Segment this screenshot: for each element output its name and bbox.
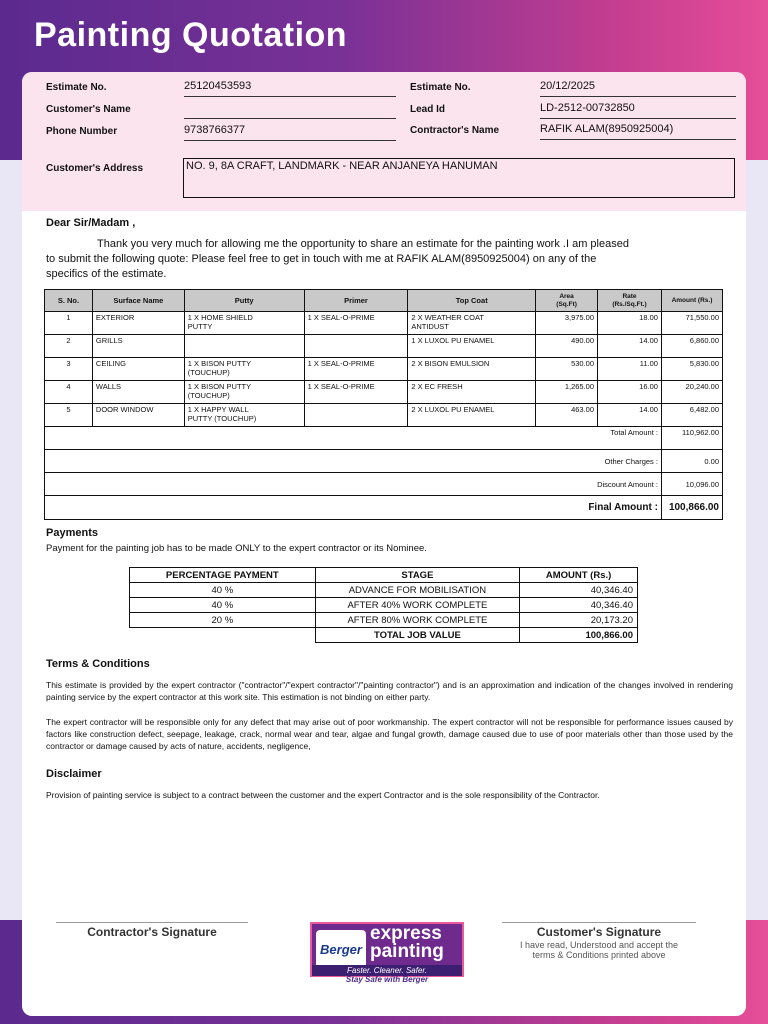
- contractor-value: RAFIK ALAM(8950925004): [540, 122, 736, 140]
- final-amount-row: [45, 496, 723, 520]
- row-area: 463.00: [536, 404, 598, 427]
- quotation-card: [22, 72, 746, 1016]
- customer-info-header: [22, 72, 746, 211]
- logo-tagline: Faster. Cleaner. Safer.: [312, 965, 462, 976]
- row-surface: WALLS: [92, 381, 184, 404]
- col-pay-amount: AMOUNT (Rs.): [520, 568, 638, 583]
- discount-label: Discount Amount :: [45, 473, 662, 496]
- row-amount: 5,830.00: [661, 358, 722, 381]
- row-amount: 20,240.00: [661, 381, 722, 404]
- row-putty: [184, 312, 304, 335]
- disclaimer-heading: Disclaimer: [46, 768, 102, 780]
- row-topcoat: [408, 404, 536, 427]
- row-putty: [184, 404, 304, 427]
- row-sno: 4: [45, 381, 93, 404]
- payment-pct: 40 %: [130, 583, 316, 598]
- payment-row: [130, 583, 638, 598]
- row-amount: 6,860.00: [661, 335, 722, 358]
- berger-logo-text: Berger: [316, 930, 366, 970]
- payment-pct: 40 %: [130, 598, 316, 613]
- col-percentage: PERCENTAGE PAYMENT: [130, 568, 316, 583]
- row-rate: 16.00: [598, 381, 662, 404]
- putty-line1: 1 X HOME SHIELD: [187, 313, 253, 322]
- payment-row: [130, 598, 638, 613]
- logo-slogan: Stay Safe with Berger: [345, 975, 429, 984]
- row-surface: EXTERIOR: [92, 312, 184, 335]
- col-area-l2: (Sq.Ft): [556, 300, 577, 308]
- table-row: [45, 381, 723, 404]
- row-primer: [304, 335, 408, 358]
- address-label: Customer's Address: [46, 163, 144, 174]
- terms-paragraph-2: The expert contractor will be responsible only for any defect that may arise out of poor workmanship. The expert contractor will not be responsible for performance issues caused by factors like construction defect, seepage, leakage, crack, normal wear and tear, algae and fungal growth, damage caused due to use of poor materials other than those used by the contractor or damage caused by acts of nature, accidents, negligence,: [46, 717, 733, 751]
- disclaimer-text: Provision of painting service is subject to a contract between the customer and the expert Contractor and is the sole responsibility of the Contractor.: [46, 790, 600, 800]
- table-row: [45, 358, 723, 381]
- berger-express-painting-logo: [310, 922, 464, 977]
- col-sno: S. No.: [45, 290, 93, 312]
- final-amount-value: 100,866.00: [661, 496, 722, 520]
- topcoat-line1: 2 X WEATHER COAT: [411, 313, 484, 322]
- topcoat-line2: ANTIDUST: [411, 322, 449, 331]
- payments-table: [129, 567, 638, 643]
- payments-heading: Payments: [46, 527, 98, 539]
- row-putty: [184, 358, 304, 381]
- estimate-no-label: Estimate No.: [46, 82, 107, 93]
- row-sno: 5: [45, 404, 93, 427]
- col-surface: Surface Name: [92, 290, 184, 312]
- row-sno: 3: [45, 358, 93, 381]
- topcoat-line1: 2 X EC FRESH: [411, 382, 463, 391]
- payment-stage: AFTER 40% WORK COMPLETE: [315, 598, 520, 613]
- col-amount: Amount (Rs.): [661, 290, 722, 312]
- payment-total-row: [130, 628, 638, 643]
- terms-heading: Terms & Conditions: [46, 658, 150, 670]
- payment-amount: 40,346.40: [520, 583, 638, 598]
- col-rate: [598, 290, 662, 312]
- col-rate-l2: (Rs./Sq.Ft.): [612, 300, 647, 308]
- topcoat-line1: 2 X LUXOL PU ENAMEL: [411, 405, 495, 414]
- lead-id-value: LD-2512-00732850: [540, 101, 736, 119]
- col-stage: STAGE: [315, 568, 520, 583]
- table-row: [45, 335, 723, 358]
- row-primer: 1 X SEAL-O-PRIME: [304, 358, 408, 381]
- row-amount: 71,550.00: [661, 312, 722, 335]
- page-title: Painting Quotation: [34, 16, 348, 54]
- payment-stage: ADVANCE FOR MOBILISATION: [315, 583, 520, 598]
- col-primer: Primer: [304, 290, 408, 312]
- row-topcoat: [408, 381, 536, 404]
- row-rate: 18.00: [598, 312, 662, 335]
- row-area: 1,265.00: [536, 381, 598, 404]
- payment-total-label: TOTAL JOB VALUE: [315, 628, 520, 643]
- terms-paragraph-1: This estimate is provided by the expert contractor ("contractor"/"expert contractor"/"painting contractor") and is an approximation and indication of the changes involved in rendering painting service by the expert contractor at this work site. This estimation is not binding on either party.: [46, 680, 733, 702]
- row-primer: [304, 404, 408, 427]
- other-charges-label: Other Charges :: [45, 450, 662, 473]
- col-topcoat: Top Coat: [408, 290, 536, 312]
- payment-amount: 40,346.40: [520, 598, 638, 613]
- putty-line2: (TOUCHUP): [187, 368, 230, 377]
- row-primer: 1 X SEAL-O-PRIME: [304, 381, 408, 404]
- table-row: [45, 404, 723, 427]
- topcoat-line1: 2 X BISON EMULSION: [411, 359, 490, 368]
- discount-value: 10,096.00: [661, 473, 722, 496]
- estimate-date-label: Estimate No.: [410, 82, 471, 93]
- row-area: 490.00: [536, 335, 598, 358]
- row-putty: [184, 335, 304, 358]
- row-surface: GRILLS: [92, 335, 184, 358]
- row-sno: 2: [45, 335, 93, 358]
- row-area: 530.00: [536, 358, 598, 381]
- customer-name-value: [184, 101, 396, 119]
- row-primer: 1 X SEAL-O-PRIME: [304, 312, 408, 335]
- row-amount: 6,482.00: [661, 404, 722, 427]
- other-charges-row: [45, 450, 723, 473]
- logo-painting-text: painting: [370, 941, 444, 962]
- estimate-header-row: [45, 290, 723, 312]
- payments-header-row: [130, 568, 638, 583]
- address-value: NO. 9, 8A CRAFT, LANDMARK - NEAR ANJANEYA HANUMAN: [183, 158, 735, 198]
- row-rate: 14.00: [598, 335, 662, 358]
- contractor-signature-label: Contractor's Signature: [87, 925, 217, 939]
- letter-line-2: to submit the following quote: Please feel free to get in touch with me at RAFIK ALAM(8950925004) on any of the: [46, 253, 597, 265]
- row-area: 3,975.00: [536, 312, 598, 335]
- final-amount-label: Final Amount :: [45, 496, 662, 520]
- customer-signature-label: Customer's Signature: [536, 925, 662, 939]
- letter-line-1: Thank you very much for allowing me the opportunity to share an estimate for the painting work .I am pleased: [97, 238, 629, 250]
- greeting: Dear Sir/Madam ,: [46, 217, 136, 229]
- putty-line1: 1 X BISON PUTTY: [187, 382, 252, 391]
- topcoat-line1: 1 X LUXOL PU ENAMEL: [411, 336, 495, 345]
- row-topcoat: [408, 335, 536, 358]
- lead-id-label: Lead Id: [410, 104, 446, 115]
- row-topcoat: [408, 312, 536, 335]
- payments-note: Payment for the painting job has to be made ONLY to the expert contractor or its Nominee.: [46, 543, 427, 554]
- col-area: [536, 290, 598, 312]
- payment-amount: 20,173.20: [520, 613, 638, 628]
- letter-line-3: specifics of the estimate.: [46, 268, 167, 280]
- row-sno: 1: [45, 312, 93, 335]
- customer-name-label: Customer's Name: [46, 104, 131, 115]
- contractor-signature-line: [56, 922, 248, 923]
- payment-row: [130, 613, 638, 628]
- putty-line2: (TOUCHUP): [187, 391, 230, 400]
- payment-pct: 20 %: [130, 613, 316, 628]
- row-rate: 14.00: [598, 404, 662, 427]
- payment-total-value: 100,866.00: [520, 628, 638, 643]
- putty-line1: 1 X BISON PUTTY: [187, 359, 252, 368]
- discount-row: [45, 473, 723, 496]
- phone-label: Phone Number: [46, 126, 118, 137]
- estimate-no-value: 25120453593: [184, 79, 396, 97]
- customer-signature-line: [502, 922, 696, 923]
- total-value: 110,962.00: [661, 427, 722, 450]
- putty-line2: PUTTY: [187, 322, 213, 331]
- row-surface: DOOR WINDOW: [92, 404, 184, 427]
- estimate-table: [44, 289, 723, 520]
- contractor-label: Contractor's Name: [410, 125, 500, 136]
- payment-stage: AFTER 80% WORK COMPLETE: [315, 613, 520, 628]
- col-putty: Putty: [184, 290, 304, 312]
- col-rate-l1: Rate: [622, 292, 637, 300]
- customer-signature-note-1: I have read, Understood and accept the: [519, 940, 679, 950]
- estimate-date-value: 20/12/2025: [540, 79, 736, 97]
- col-area-l1: Area: [559, 292, 574, 300]
- row-rate: 11.00: [598, 358, 662, 381]
- putty-line2: PUTTY (TOUCHUP): [187, 414, 257, 423]
- phone-value: 9738766377: [184, 123, 396, 141]
- logo-express-text: express: [370, 923, 442, 944]
- row-putty: [184, 381, 304, 404]
- row-surface: CEILING: [92, 358, 184, 381]
- payment-total-empty: [130, 628, 316, 643]
- total-label: Total Amount :: [45, 427, 662, 450]
- putty-line1: 1 X HAPPY WALL: [187, 405, 249, 414]
- other-charges-value: 0.00: [661, 450, 722, 473]
- table-row: [45, 312, 723, 335]
- row-topcoat: [408, 358, 536, 381]
- total-row: [45, 427, 723, 450]
- customer-signature-note-2: terms & Conditions printed above: [532, 950, 666, 960]
